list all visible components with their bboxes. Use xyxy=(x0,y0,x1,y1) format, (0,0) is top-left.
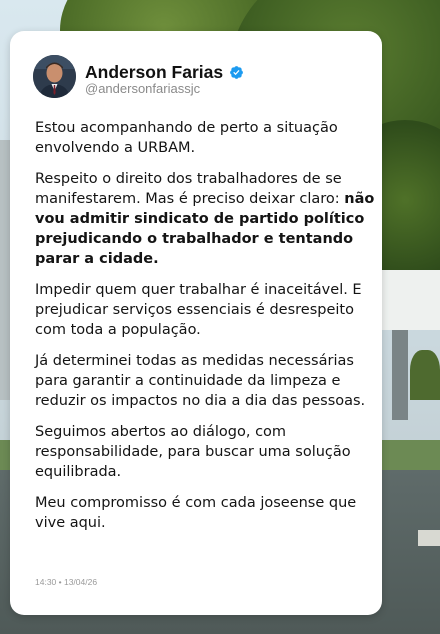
author-name[interactable]: Anderson Farias xyxy=(85,62,224,82)
post-timestamp: 14:30 • 13/04/26 xyxy=(35,577,98,587)
building-wall xyxy=(380,270,440,330)
avatar[interactable] xyxy=(33,55,76,98)
post-text: Respeito o direito dos trabalhadores de se manifestarem. Mas é preciso deixar claro: xyxy=(35,171,345,207)
post-text-bold: não vou admitir sindicato de partido político prejudicando o trabalhador e tentando parar a cidade. xyxy=(35,191,375,267)
post-paragraph: Meu compromisso é com cada joseense que vive aqui. xyxy=(35,495,357,531)
post-paragraph: Já determinei todas as medidas necessárias para garantir a continuidade da limpeza e reduzir os impactos no dia a dia das pessoas. xyxy=(35,353,366,409)
building-pillar xyxy=(392,330,408,420)
post-paragraph: Impedir quem quer trabalhar é inaceitável. E prejudicar serviços essenciais é desrespeito com toda a população. xyxy=(35,282,362,338)
curb xyxy=(418,530,440,546)
post-paragraph: Seguimos abertos ao diálogo, com responsabilidade, para buscar uma solução equilibrada. xyxy=(35,424,351,480)
post-paragraph: Estou acompanhando de perto a situação envolvendo a URBAM. xyxy=(35,120,338,156)
post-paragraph xyxy=(35,169,375,269)
post-body xyxy=(35,118,375,544)
verified-badge-icon xyxy=(229,65,244,80)
post-card xyxy=(10,31,382,615)
shrub xyxy=(410,350,440,400)
author-row xyxy=(85,62,244,83)
author-handle[interactable]: @andersonfariassjc xyxy=(85,81,201,96)
profile-photo-icon xyxy=(33,55,76,98)
